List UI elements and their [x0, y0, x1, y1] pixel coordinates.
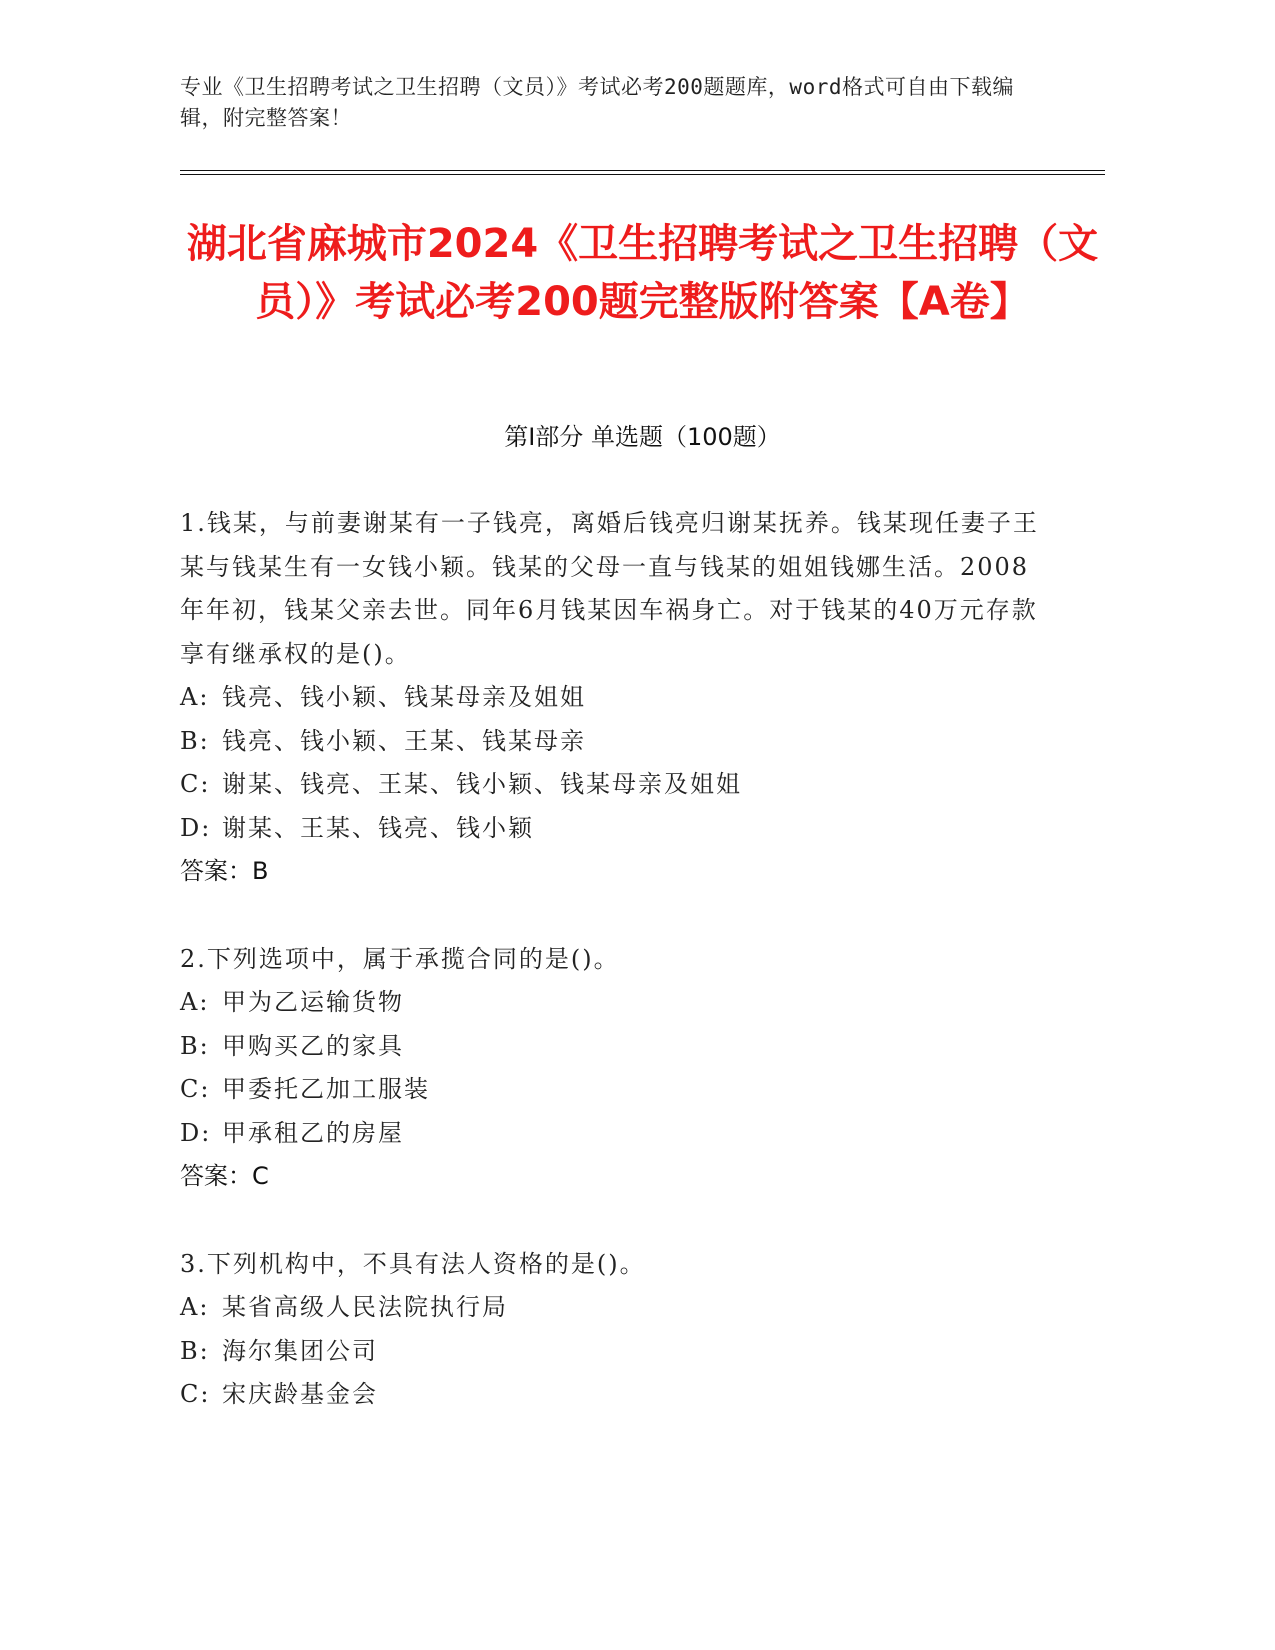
- option-key: C:: [180, 770, 211, 798]
- header-divider-top: [180, 170, 1105, 171]
- option-key: A:: [180, 683, 210, 711]
- option-key: D:: [180, 1118, 212, 1147]
- header-divider-bottom: [180, 174, 1105, 175]
- question-stem: 2.下列选项中，属于承揽合同的是()。: [180, 944, 620, 973]
- option-key: B:: [180, 1031, 210, 1060]
- question-stem: 3.下列机构中，不具有法人资格的是()。: [180, 1249, 646, 1278]
- option-d: [180, 807, 1040, 851]
- option-text: 钱亮、钱小颖、王某、钱某母亲: [222, 726, 586, 755]
- option-text: 甲委托乙加工服装: [222, 1075, 430, 1103]
- option-b: [180, 1025, 1040, 1069]
- option-a: [180, 676, 1040, 720]
- option-b: [180, 1330, 1040, 1374]
- question-1: [180, 502, 1040, 894]
- option-text: 某省高级人民法院执行局: [222, 1293, 508, 1321]
- answer-line: 答案：B: [180, 857, 269, 885]
- option-text: 谢某、钱亮、王某、钱小颖、钱某母亲及姐姐: [222, 770, 742, 798]
- option-text: 甲购买乙的家具: [222, 1031, 404, 1060]
- option-key: A:: [180, 988, 210, 1016]
- option-key: C:: [180, 1075, 211, 1103]
- question-3: [180, 1243, 1040, 1417]
- answer-line: 答案：C: [180, 1162, 269, 1190]
- option-key: B:: [180, 726, 210, 755]
- question-2: [180, 938, 1040, 1199]
- question-stem: 1.钱某，与前妻谢某有一子钱亮，离婚后钱亮归谢某抚养。钱某现任妻子王某与钱某生有一女钱小颖。钱某的父母一直与钱某的姐姐钱娜生活。2008年年初，钱某父亲去世。同年6月钱某因车祸身亡。对于钱某的40万元存款享有继承权的是()。: [180, 509, 1039, 668]
- option-text: 钱亮、钱小颖、钱某母亲及姐姐: [222, 683, 586, 711]
- part-heading: 第I部分 单选题（100题）: [504, 423, 781, 451]
- option-a: [180, 981, 1040, 1025]
- option-a: [180, 1286, 1040, 1330]
- option-text: 宋庆龄基金会: [222, 1380, 378, 1408]
- header-note: 专业《卫生招聘考试之卫生招聘（文员）》考试必考200题题库，word格式可自由下载编辑，附完整答案！: [180, 75, 1014, 130]
- option-text: 海尔集团公司: [222, 1336, 378, 1365]
- option-text: 谢某、王某、钱亮、钱小颖: [222, 813, 534, 842]
- option-b: [180, 720, 1040, 764]
- option-key: D:: [180, 813, 212, 842]
- option-c: [180, 1373, 1040, 1417]
- option-c: [180, 763, 1040, 807]
- option-text: 甲为乙运输货物: [222, 988, 404, 1016]
- question-list: [180, 502, 1040, 1461]
- option-key: A:: [180, 1293, 210, 1321]
- option-c: [180, 1068, 1040, 1112]
- option-text: 甲承租乙的房屋: [222, 1118, 404, 1147]
- option-key: C:: [180, 1380, 211, 1408]
- document-title: 湖北省麻城市2024《卫生招聘考试之卫生招聘（文员）》考试必考200题完整版附答案【A卷】: [186, 221, 1099, 325]
- option-key: B:: [180, 1336, 210, 1365]
- option-d: [180, 1112, 1040, 1156]
